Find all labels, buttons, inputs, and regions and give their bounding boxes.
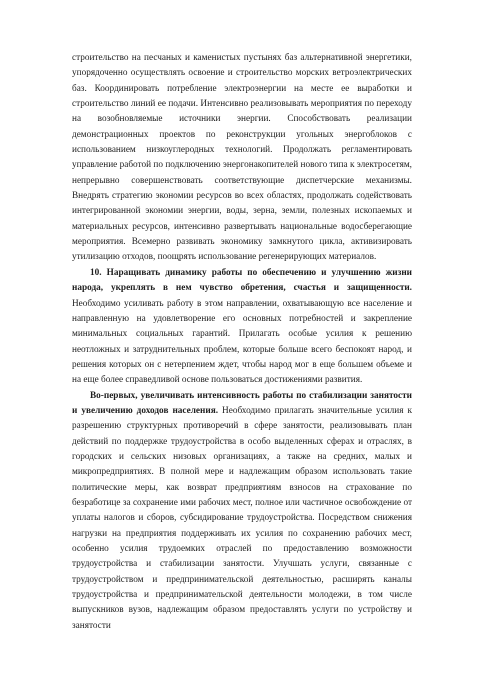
section-10-heading: 10. Наращивать динамику работы по обеспечению и улучшению жизни народа, укреплять в нем чувство обретения, счастья и защищенности. <box>72 267 412 294</box>
section-10-text: Необходимо усиливать работу в этом направлении, охватывающую все население и направленную на удовлетворение его основных потребностей и закрепление минимальных социальных гарантий. Прилагать особые усилия к решению неотложных и затруднительных проблем, которые больше всего беспокоят народ, и решения которых он с нетерпением ждет, чтобы народ мог в еще большем объеме и на еще более справедливой основе пользоваться достижениями развития. <box>72 298 412 386</box>
document-page <box>72 51 412 634</box>
section-10 <box>72 266 412 389</box>
first-point-text: Необходимо прилагать значительные усилия к разрешению структурных противоречий в сфере занятости, реализовывать план действий по поддержке трудоустройства в особо выделенных сферах и отраслях, в городских и сельских низовых организациях, а также на средних, малых и микропредприятиях. В полной мере и надлежащим образом использовать такие политические меры, как возврат предприятиям взносов на страхование по безработице за сохранение ими рабочих мест, полное или частичное освобождение от уплаты налогов и сборов, субсидирование трудоустройства. Посредством снижения нагрузки на предприятия поддерживать их усилия по сохранению рабочих мест, особенно усилия трудоемких отраслей по предоставлению возможности трудоустройства и стабилизации занятости. Улучшать услуги, связанные с трудоустройством и предпринимательской деятельностью, расширять каналы трудоустройства и предпринимательской деятельности молодежи, в том числе выпускников вузов, надлежащим образом предоставлять услуги по устройству и занятости <box>72 405 413 631</box>
paragraph-energy: строительство на песчаных и каменистых пустынях баз альтернативной энергетики, упорядоченно осуществлять освоение и строительство морских ветроэлектрических баз. Координировать потребление электроэнергии на месте ее выработки и строительство линий ее подачи. Интенсивно реализовывать мероприятия по переходу на возобновляемые источники энергии. Способствовать реализации демонстрационных проектов по реконструкции угольных энергоблоков с использованием низкоуглеродных технологий. Продолжать регламентировать управление работой по подключению энергонакопителей нового типа к электросетям, непрерывно совершенствовать соответствующие диспетчерские механизмы. Внедрять стратегию экономии ресурсов во всех областях, продолжать содействовать интегрированной экономии энергии, воды, зерна, земли, полезных ископаемых и материальных ресурсов, интенсивно развертывать национальные водосберегающие мероприятия. Всемерно развивать экономику замкнутого цикла, активизировать утилизацию отходов, поощрять использование регенерирующих материалов. <box>72 53 412 263</box>
first-point <box>72 389 412 635</box>
first-point-heading: Во-первых, увеличивать интенсивность работы по стабилизации занятости и увеличению доходов населения. <box>72 390 412 416</box>
